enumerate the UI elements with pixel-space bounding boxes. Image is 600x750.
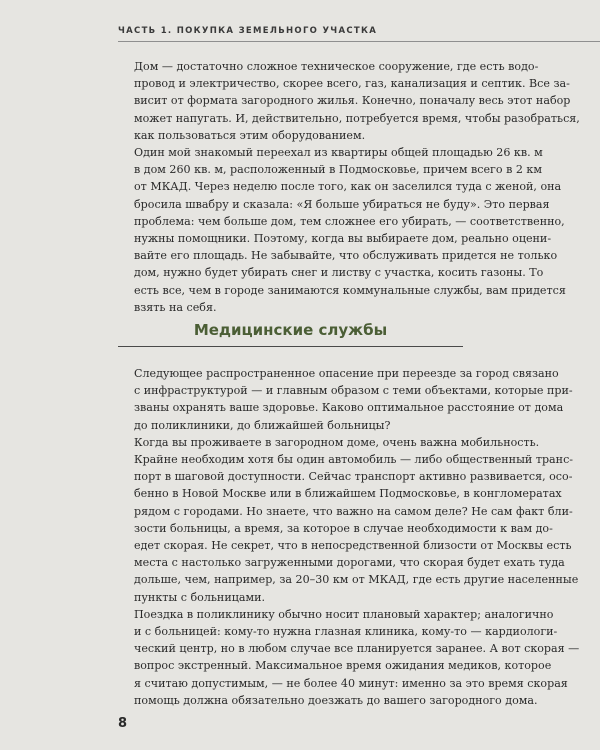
text-line: от МКАД. Через неделю после того, как он заселился туда с женой, она — [134, 180, 562, 194]
text-line: я считаю допустимым, — не более 40 минут: именно за это время скорая — [134, 676, 568, 690]
text-line: может напугать. И, действительно, потребуется время, чтобы разобраться, — [134, 111, 580, 125]
section-heading — [118, 321, 463, 347]
text-line: как пользоваться этим оборудованием. — [134, 128, 366, 142]
header-rule — [118, 41, 600, 42]
intro-paragraph-1 — [118, 58, 580, 144]
section-title: Медицинские службы — [193, 321, 388, 339]
text-line: зости больницы, а время, за которое в случае необходимости к вам до- — [134, 521, 553, 535]
text-line: вопрос экстренный. Максимальное время ожидания медиков, которое — [134, 659, 552, 673]
intro-text — [118, 58, 580, 316]
text-line: Один мой знакомый переехал из квартиры общей площадью 26 кв. м — [134, 146, 543, 160]
text-line: Следующее распространенное опасение при переезде за город связано — [134, 367, 559, 380]
section-paragraph-2 — [118, 434, 579, 606]
text-line: пункты с больницами. — [134, 590, 266, 604]
text-line: нужны помощники. Поэтому, когда вы выбираете дом, реально оцени- — [134, 232, 552, 246]
text-line: званы охранять ваше здоровье. Каково оптимальное расстояние от дома — [134, 401, 564, 415]
intro-paragraph-2 — [118, 144, 566, 316]
text-line: рядом с городами. Но знаете, что важно на самом деле? Не сам факт бли- — [134, 504, 573, 518]
text-line: ческий центр, но в любом случае все планируется заранее. А вот скорая — — [134, 642, 580, 656]
text-line: бенно в Новой Москве или в ближайшем Подмосковье, в конгломератах — [134, 487, 562, 501]
text-line: до поликлиники, до ближайшей больницы? — [134, 418, 391, 432]
text-line: есть все, чем в городе занимаются коммунальные службы, вам придется — [134, 283, 566, 297]
text-line: с инфраструктурой — и главным образом с теми объектами, которые при- — [134, 384, 573, 398]
text-line: дом, нужно будет убирать снег и листву с участка, косить газоны. То — [134, 266, 544, 280]
running-header: ЧАСТЬ 1. ПОКУПКА ЗЕМЕЛЬНОГО УЧАСТКА — [118, 26, 378, 36]
text-line: вайте его площадь. Не забывайте, что обслуживать придется не только — [134, 249, 558, 263]
text-line: и с больницей: кому-то нужна глазная клиника, кому-то — кардиологи- — [134, 625, 558, 639]
text-line: едет скорая. Не секрет, что в непосредственной близости от Москвы есть — [134, 539, 572, 553]
text-line: помощь должна обязательно доезжать до вашего загородного дома. — [134, 693, 538, 707]
text-line: в дом 260 кв. м, расположенный в Подмосковье, причем всего в 2 км — [134, 163, 542, 177]
section-text — [118, 365, 580, 709]
section-paragraph-3 — [118, 606, 580, 709]
text-line: висит от формата загородного жилья. Конечно, поначалу весь этот набор — [134, 94, 571, 108]
text-line: Дом — достаточно сложное техническое сооружение, где есть водо- — [134, 60, 539, 73]
text-line: Поездка в поликлинику обычно носит плановый характер; аналогично — [134, 607, 554, 621]
text-line: бросила швабру и сказала: «Я больше убираться не буду». Это первая — [134, 197, 550, 211]
section-paragraph-1 — [118, 365, 573, 434]
text-line: порт в шаговой доступности. Сейчас транспорт активно развивается, осо- — [134, 470, 573, 484]
text-line: Крайне необходим хотя бы один автомобиль — либо общественный транс- — [134, 453, 574, 467]
text-line: проблема: чем больше дом, тем сложнее его убирать, — соответственно, — [134, 214, 565, 228]
text-line: дольше, чем, например, за 20–30 км от МКАД, где есть другие населенные — [134, 573, 579, 587]
text-line: места с настолько загруженными дорогами, что скорая будет ехать туда — [134, 556, 565, 570]
page-number: 8 — [118, 716, 128, 731]
text-line: взять на себя. — [134, 300, 217, 314]
text-line: Когда вы проживаете в загородном доме, очень важна мобильность. — [134, 435, 540, 449]
text-line: провод и электричество, скорее всего, газ, канализация и септик. Все за- — [134, 77, 570, 91]
